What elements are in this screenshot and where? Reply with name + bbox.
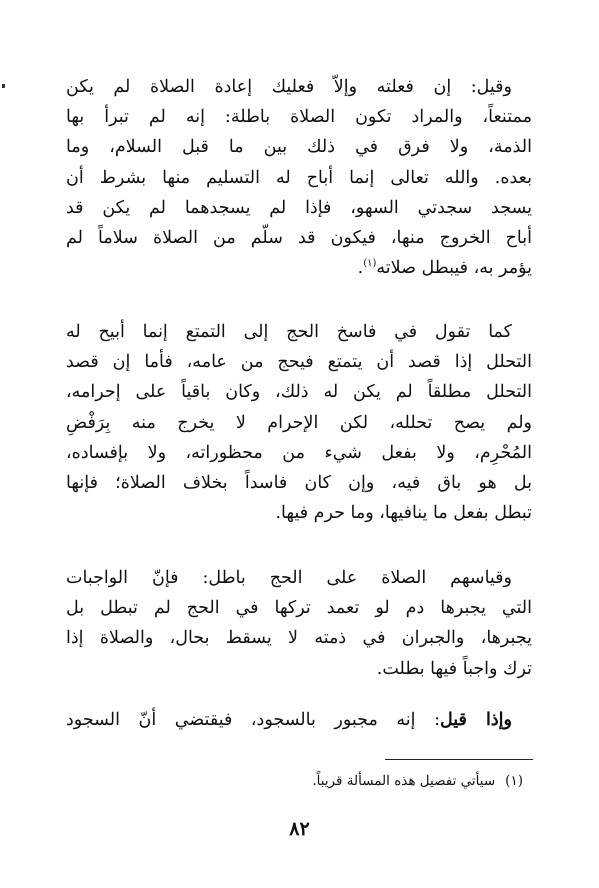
footnote-number: (١) (505, 773, 523, 789)
paragraph-4 (66, 705, 532, 735)
text-line: وقيل: إن فعلته وإلاّ فعليك إعادة الصلاة لم يكن (66, 77, 512, 97)
text-line-last: ترك واجباً فيها بطلت. (376, 658, 532, 679)
text-line: أباح الخروج منها، فيكون قد سلّم من الصلاة سلاماً لم (66, 228, 532, 249)
text-line: وقياسهم الصلاة على الحج باطل: فإنّ الواجبات (66, 568, 512, 588)
text-line: التحلل مطلقاً لم يكن له ذلك، وكان باقياً على إحرامه، (66, 382, 532, 403)
text-line (66, 705, 532, 735)
text-line: التي يجبرها دم لو تعمد تركها في الحج لم تبطل بل (66, 598, 532, 619)
text-line: الذمة، ولا فرق في ذلك بين ما قبل السلام، وما (66, 137, 532, 158)
footnote-reference[interactable]: (١) (363, 258, 377, 270)
line-text: : إنه مجبور بالسجود، فيقتضي أنّ السجود (66, 710, 441, 730)
paragraph-2 (66, 317, 532, 528)
footnote-separator (385, 759, 533, 760)
line-end-punctuation: . (357, 258, 364, 279)
line-text: يؤمر به، فيبطل صلاته (376, 258, 532, 279)
text-line: بعده. والله تعالى إنما أباح له التسليم منها بشرط أن (66, 167, 532, 188)
text-line: ممتنعاً، والمراد تكون الصلاة باطلة: إنه لم تبرأ بها (66, 107, 532, 128)
text-line: يجبرها، والجبران في ذمته لا يسقط بحال، والصلاة إذا (66, 628, 532, 649)
text-line: التحلل إذا قصد أن يتمتع فيحج من عامه، فأما إن قصد (66, 352, 532, 373)
text-line-last: تبطل بفعل ما ينافيها، وما حرم فيها. (275, 503, 532, 524)
footnote (67, 770, 523, 792)
text-line: كما تقول في فاسخ الحج إلى التمتع إنما أبيح له (66, 322, 512, 342)
text-line: يسجد سجدتي السهو، فإذا لم يسجدهما لم يكن قد (66, 197, 532, 218)
text-line: ولم يصح تحلله، لكن الإحرام لا يخرج منه بِرَفْضِ (66, 412, 532, 433)
text-line: المُحْرِم، ولا بفعل شيء من محظوراته، ولا بإفساده، (66, 442, 532, 463)
footnote-text: سيأتي تفصيل هذه المسألة قريباً. (312, 773, 496, 789)
paragraph-3 (66, 563, 532, 684)
bold-lead-phrase: وإذا قيل (440, 710, 512, 730)
margin-mark (2, 84, 5, 88)
text-line: بل هو باق فيه، وإن كان فاسداً بخلاف الصلاة؛ فإنها (66, 473, 532, 494)
paragraph-1 (66, 72, 532, 283)
page-number: ٨٢ (289, 818, 310, 840)
text-line-last (66, 253, 532, 283)
